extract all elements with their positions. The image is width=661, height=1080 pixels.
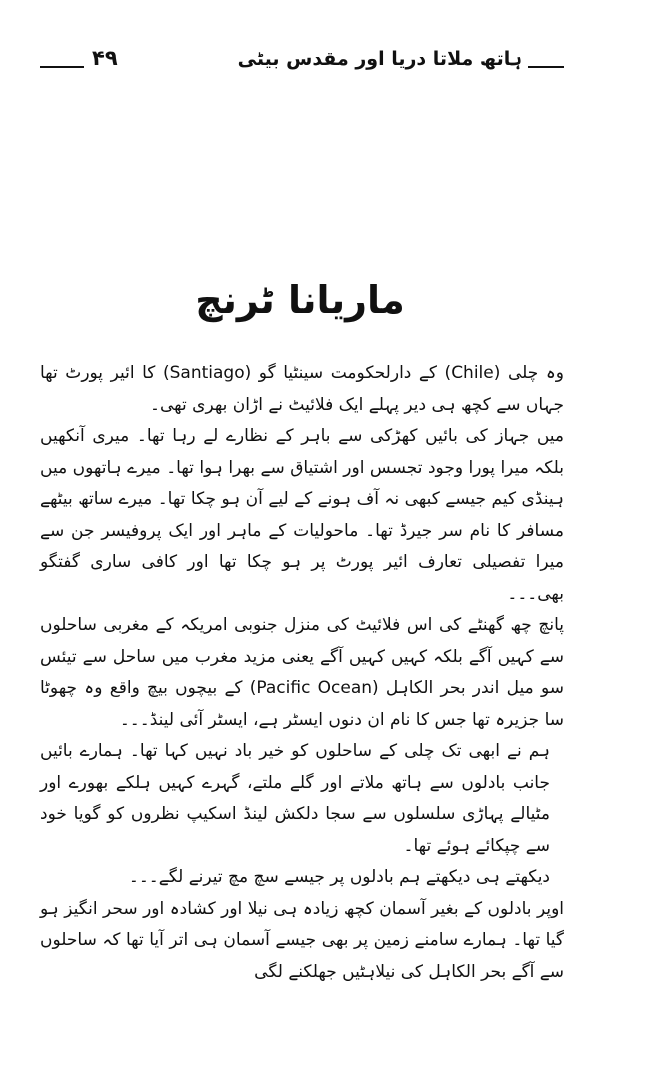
paragraph: دیکھتے ہی دیکھتے ہم بادلوں پر جیسے سچ مچ تیرنے لگے۔۔۔	[128, 867, 550, 887]
paragraph: پانچ چھ گھنٹے کی اس فلائیٹ کی منزل جنوبی امریکہ کے مغربی ساحلوں سے کہیں آگے بلکہ کہیں کہیں آگے یعنی مزید مغرب میں ساحل سے تیئس سو میل اندر بحر الکاہل (Pacific Ocean) کے بیچوں بیچ واقع وہ چھوٹا سا جزیرہ تھا جس کا نام ان دنوں ایسٹر ہے، ایسٹر آئی لینڈ۔۔۔	[40, 615, 564, 730]
paragraph: ہم نے ابھی تک چلی کے ساحلوں کو خیر باد نہیں کہا تھا۔ ہمارے بائیں جانب بادلوں سے ہاتھ ملاتے اور گلے ملتے، گہرے کہیں ہلکے بھورے اور مٹیالے پہاڑی سلسلوں سے سجا دلکش لینڈ اسکیپ نظروں کو گویا خود سے چپکائے ہوئے تھا۔	[40, 741, 550, 856]
running-title: ہاتھ ملاتا دریا اور مقدس بیٹی	[237, 48, 522, 70]
paragraph: میں جہاز کی بائیں کھڑکی سے باہر کے نظارے لے رہا تھا۔ میری آنکھیں بلکہ میرا پورا وجود تجسس اور اشتیاق سے بھرا ہوا تھا۔ میرے ہاتھوں میں ہینڈی کیم جیسے کبھی نہ آف ہونے کے لیے آن ہو چکا تھا۔ میرے ساتھ بیٹھے مسافر کا نام سر جیرڈ تھا۔ ماحولیات کے ماہر اور ایک پروفیسر جن سے میرا تفصیلی تعارف ائیر پورٹ پر ہو چکا تھا اور کافی ساری گفتگو بھی۔۔۔	[40, 426, 564, 604]
paragraph: وہ چلی (Chile) کے دارلحکومت سینٹیا گو (Santiago) کا ائیر پورٹ تھا جہاں سے کچھ ہی دیر پہلے ایک فلائیٹ نے اڑان بھری تھی۔	[40, 363, 564, 415]
paragraph: اوپر بادلوں کے بغیر آسمان کچھ زیادہ ہی نیلا اور کشادہ اور سحر انگیز ہو گیا تھا۔ ہمارے سامنے زمین پر بھی جیسے آسمان ہی اتر آیا تھا کہ ساحلوں سے آگے بحر الکاہل کی نیلاہٹیں جھلکنے لگی	[40, 898, 564, 982]
page-number: ۴۹	[92, 46, 118, 70]
header-rule-left	[40, 66, 84, 68]
header-rule-right	[528, 66, 564, 68]
page-header	[40, 44, 564, 80]
body-text	[40, 358, 564, 988]
chapter-title: ماریانا ٹرنچ	[195, 278, 405, 322]
